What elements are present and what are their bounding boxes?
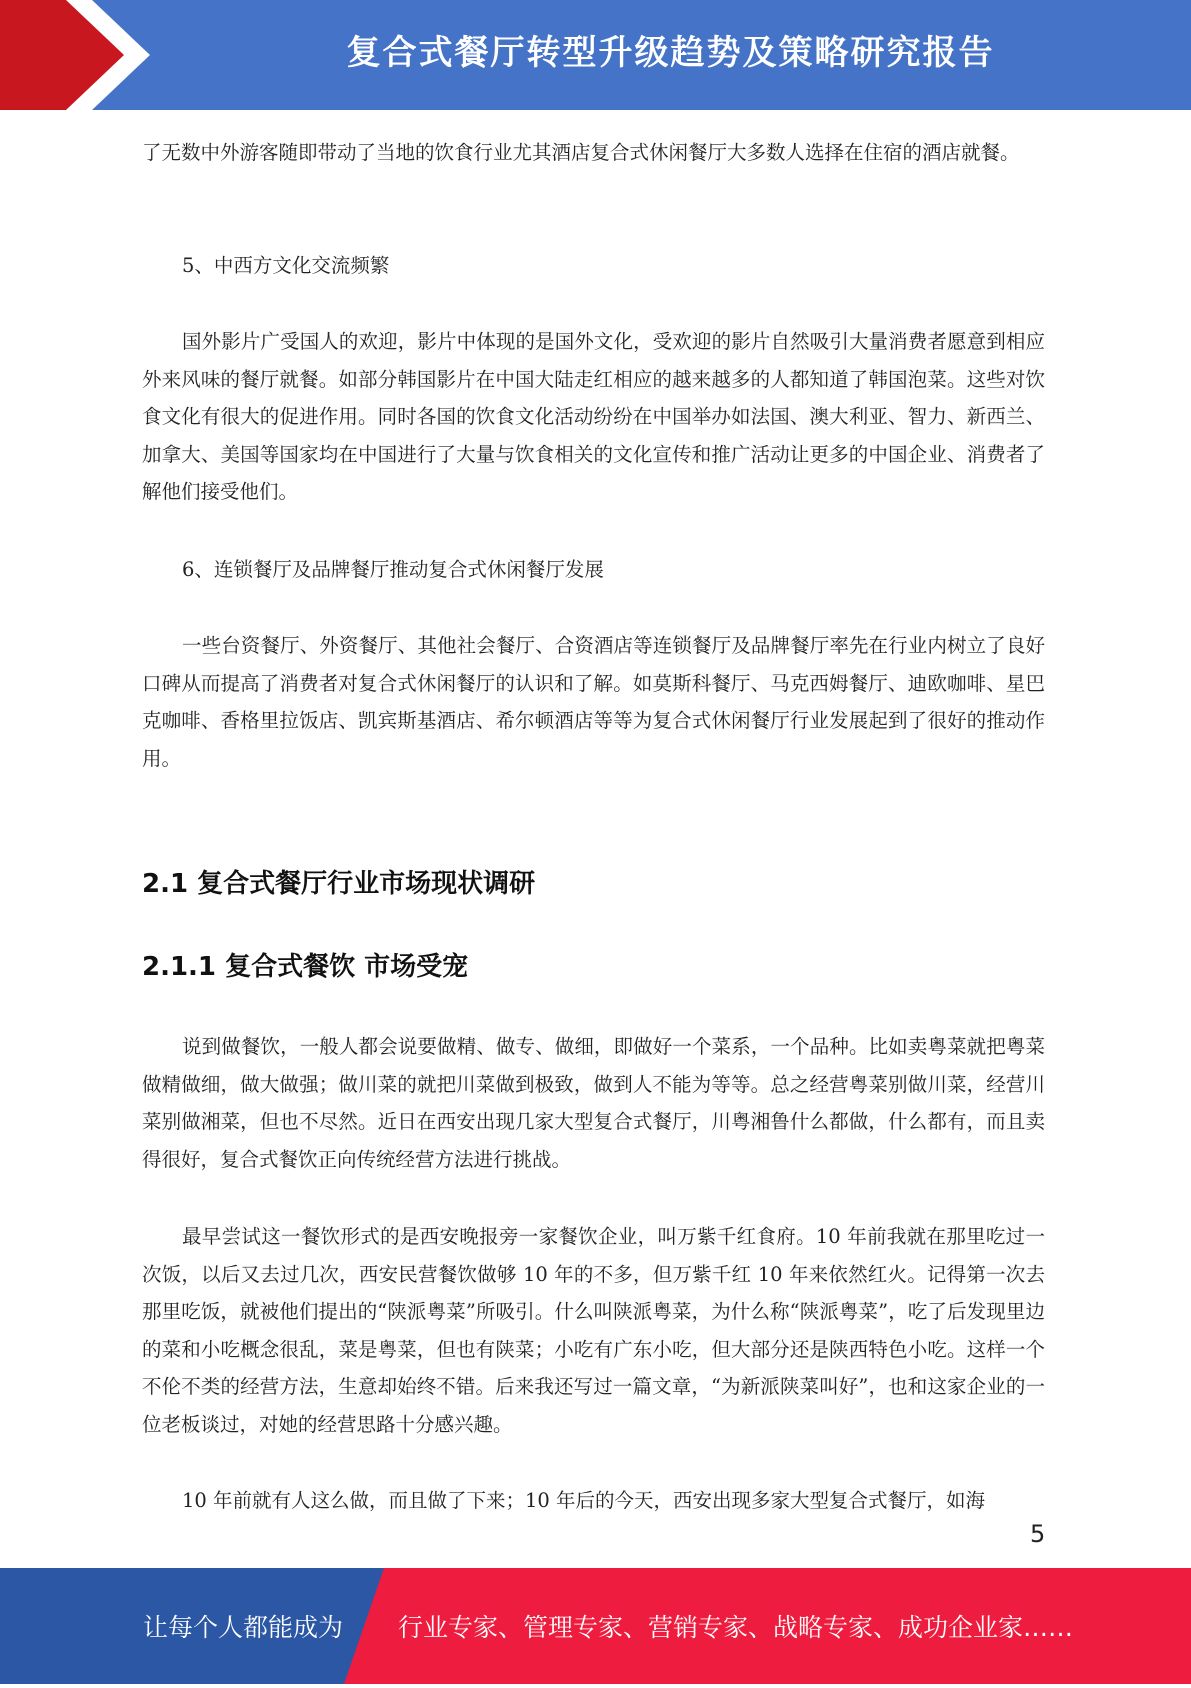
- page-number: 5: [1030, 1520, 1046, 1548]
- section-heading-2-1-1: 2.1.1 复合式餐饮 市场受宠: [142, 952, 469, 982]
- header-chevron-decoration: [0, 0, 160, 110]
- report-title: 复合式餐厅转型升级趋势及策略研究报告: [346, 33, 995, 73]
- page-footer: [0, 1568, 1191, 1684]
- section-heading-2-1: 2.1 复合式餐厅行业市场现状调研: [142, 869, 536, 899]
- paragraph-a: 说到做餐饮，一般人都会说要做精、做专、做细，即做好一个菜系，一个品种。比如卖粤菜就把粤菜做精做细，做大做强；做川菜的就把川菜做到极致，做到人不能为等等。总之经营粤菜别做川菜，经营川菜别做湘菜，但也不尽然。近日在西安出现几家大型复合式餐厅，川粤湘鲁什么都做，什么都有，而且卖得很好，复合式餐饮正向传统经营方法进行挑战。: [142, 1035, 1045, 1171]
- paragraph-continuation: 了无数中外游客随即带动了当地的饮食行业尤其酒店复合式休闲餐厅大多数人选择在住宿的酒店就餐。: [142, 141, 1020, 164]
- footer-slogan-left: 让每个人都能成为: [143, 1613, 344, 1642]
- paragraph-c: 10 年前就有人这么做，而且做了下来；10 年后的今天，西安出现多家大型复合式餐厅，如海: [182, 1489, 986, 1512]
- footer-slogan-right: 行业专家、管理专家、营销专家、战略专家、成功企业家……: [398, 1613, 1074, 1642]
- subheading-6: 6、连锁餐厅及品牌餐厅推动复合式休闲餐厅发展: [182, 558, 604, 581]
- paragraph-b: 最早尝试这一餐饮形式的是西安晚报旁一家餐饮企业，叫万紫千红食府。10 年前我就在那里吃过一次饭，以后又去过几次，西安民营餐饮做够 10 年的不多，但万紫千红 10 年来依然红火。记得第一次去那里吃饭，就被他们提出的“陕派粤菜”所吸引。什么叫陕派粤菜，为什么称“陕派粤菜”，吃了后发现里边的菜和小吃概念很乱，菜是粤菜，但也有陕菜；小吃有广东小吃，但大部分还是陕西特色小吃。这样一个不伦不类的经营方法，生意却始终不错。后来我还写过一篇文章，“为新派陕菜叫好”，也和这家企业的一位老板谈过，对她的经营思路十分感兴趣。: [142, 1225, 1045, 1436]
- paragraph-5: 国外影片广受国人的欢迎，影片中体现的是国外文化，受欢迎的影片自然吸引大量消费者愿意到相应外来风味的餐厅就餐。如部分韩国影片在中国大陆走红相应的越来越多的人都知道了韩国泡菜。这些对饮食文化有很大的促进作用。同时各国的饮食文化活动纷纷在中国举办如法国、澳大利亚、智力、新西兰、加拿大、美国等国家均在中国进行了大量与饮食相关的文化宣传和推广活动让更多的中国企业、消费者了解他们接受他们。: [142, 330, 1045, 503]
- subheading-5: 5、中西方文化交流频繁: [182, 254, 390, 277]
- page-header: [0, 0, 1191, 110]
- paragraph-6: 一些台资餐厅、外资餐厅、其他社会餐厅、合资酒店等连锁餐厅及品牌餐厅率先在行业内树立了良好口碑从而提高了消费者对复合式休闲餐厅的认识和了解。如莫斯科餐厅、马克西姆餐厅、迪欧咖啡、星巴克咖啡、香格里拉饭店、凯宾斯基酒店、希尔顿酒店等等为复合式休闲餐厅行业发展起到了很好的推动作用。: [142, 634, 1045, 770]
